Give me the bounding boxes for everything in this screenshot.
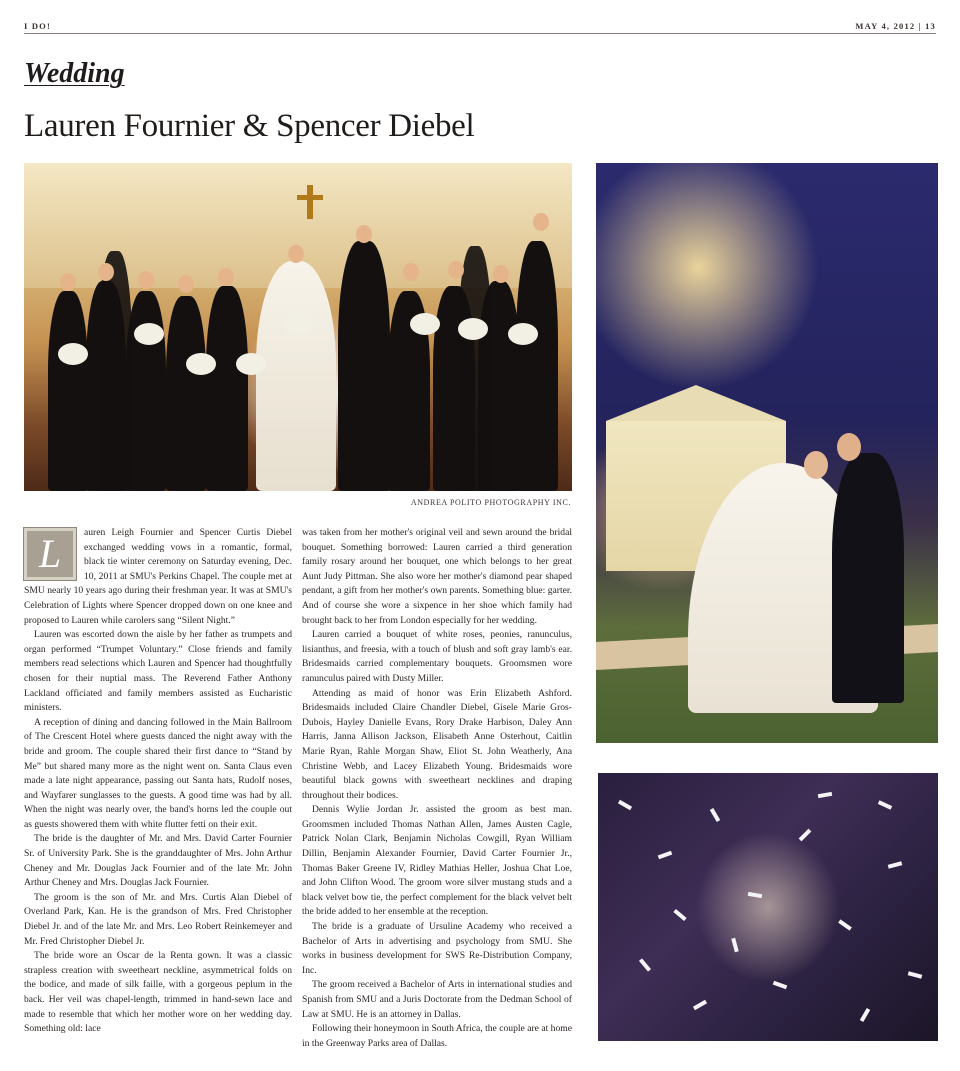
wedding-party-photo xyxy=(24,163,572,491)
wedding-party-group xyxy=(38,223,558,491)
confetti-exit-photo xyxy=(598,773,938,1041)
dropcap: L xyxy=(24,528,76,580)
article-paragraph: Following their honeymoon in South Africa, the couple are at home in the Greenway Parks area of Dallas. xyxy=(302,1023,572,1049)
article-paragraph: A reception of dining and dancing followed in the Main Ballroom of The Crescent Hotel where guests danced the night away with the bride and groom. The couple shared their first dance to “Stand by Me” but shared many more as the night went on. Santa Claus even made a late night appearance, passing out Santa hats, Rudolf noses, and Wayfarer sunglasses to the guests. A good time was had by all. When the night was nearly over, the band's horns led the couple out as guests showered them with white flutter fetti on their exit. xyxy=(24,716,292,830)
groom-figure xyxy=(832,453,904,703)
article-paragraph: The bride wore an Oscar de la Renta gown. It was a classic strapless creation with sweetheart neckline, asymmetrical folds on the bodice, and made of silk faille, with a gorgeous peplum in the back. Her veil was chapel-length, trimmed in hand-sewn lace and made to resemble that which her mother wore on her wedding day. Something old: lace xyxy=(24,950,292,1035)
photo-credit: ANDREA POLITO PHOTOGRAPHY INC. xyxy=(410,498,571,507)
article-paragraph: Lauren carried a bouquet of white roses, peonies, ranunculus, lisianthus, and freesia, with a touch of blush and soft gray lamb's ear. Bridesmaids carried complementary bouquets. Groomsmen wore ranunculus paired with Dusty Miller. xyxy=(302,629,572,684)
article-column-2 xyxy=(302,526,572,1051)
article-paragraph: Attending as maid of honor was Erin Elizabeth Ashford. Bridesmaids included Claire Chandler Diebel, Gisele Marie Gros-Dubois, Hayley Danielle Evans, Rory Drake Harbison, Daley Ann Harris, Janna Allison Jackson, Elisabeth Anne Osterhout, Caitlin Marie Ryan, Rahle Morgan Shaw, Eliot St. John Weatherly, Ana Christine Webb, and Lacey Elizabeth Young. Bridesmaids wore beautiful black gowns with sweetheart necklines and draping throughout their bodices. xyxy=(302,687,572,801)
article-paragraph: Dennis Wylie Jordan Jr. assisted the groom as best man. Groomsmen included Thomas Nathan Allen, James Austen Cagle, Patrick Nolan Clark, Benjamin Nicholas Cowgill, Ryan William Dillin, Benjamin Alexander Fournier, David Carter Fournier Jr., Thomas Baker Greene IV, Ridley Mathias Heller, Joshua Chat Loe, and John Clifton Wood. The groom wore silver mustang studs and a black velvet bow tie, the perfect complement for the black velvet belt the bride added to her ensemble at the reception. xyxy=(302,804,572,918)
article-paragraph: Lauren was escorted down the aisle by her father as trumpets and organ performed “Trumpet Voluntary.” Close friends and family members read selections which Lauren and Spencer had thoughtfully chosen for their nuptial mass. The Reverend Father Anthony Lackland officiated and family members assisted as Eucharistic ministers. xyxy=(24,629,292,714)
article-column-1 xyxy=(24,526,292,1037)
article-paragraph: was taken from her mother's original veil and sewn around the bridal bouquet. Something borrowed: Lauren carried a third generation family rosary around her bouquet, one which belongs to her great Aunt Judy Pittman. She also wore her mother's diamond pear shaped pendant, a gift from her mother's own parents. Something blue: garter. And of course she wore a sixpence in her shoe which family had brought back to her from London especially for her wedding. xyxy=(302,527,572,626)
building-roof xyxy=(606,385,786,421)
section-label: Wedding xyxy=(24,58,125,89)
publication-name: I DO! xyxy=(24,21,52,31)
article-paragraph: auren Leigh Fournier and Spencer Curtis Diebel exchanged wedding vows in a romantic, formal, black tie winter ceremony on Saturday evening, Dec. 10, 2011 at SMU's Perkins Chapel. The couple met at SMU nearly 10 years ago during their freshman year. It was at SMU's Celebration of Lights where Spencer dropped down on one knee and proposed to Lauren while carolers sang “Silent Night.” xyxy=(24,527,292,626)
bride-face xyxy=(804,451,828,479)
groom-face xyxy=(837,433,861,461)
article-headline: Lauren Fournier & Spencer Diebel xyxy=(24,108,475,144)
article-paragraph: The bride is the daughter of Mr. and Mrs. David Carter Fournier Sr. of University Park. She is the granddaughter of Mrs. John Arthur Cheney and Mr. Douglas Jack Fournier and of the late Mr. John Arthur Cheney and Mrs. Douglas Jack Fournier. xyxy=(24,833,292,889)
issue-date-page: MAY 4, 2012 | 13 xyxy=(855,21,936,31)
header-rule xyxy=(24,33,936,34)
article-paragraph: The bride is a graduate of Ursuline Academy who received a Bachelor of Arts in advertising and psychology from SMU. She works in business development for SWS Re-Distribution Company, Inc. xyxy=(302,921,572,976)
chapel-cross xyxy=(307,185,313,219)
couple-night-photo xyxy=(596,163,938,743)
bride-figure xyxy=(256,261,336,491)
article-paragraph: The groom received a Bachelor of Arts in international studies and Spanish from SMU and a Juris Doctorate from the Dedman School of Law at SMU. He is an attorney in Dallas. xyxy=(302,979,572,1020)
page-header xyxy=(24,19,936,33)
article-paragraph: The groom is the son of Mr. and Mrs. Curtis Alan Diebel of Overland Park, Kan. He is the grandson of Mrs. Fred Christopher Diebel Jr. and of the late Mr. and Mrs. Leo Robert Reinkemeyer and Mr. Fred Christopher Diebel Jr. xyxy=(24,891,292,947)
